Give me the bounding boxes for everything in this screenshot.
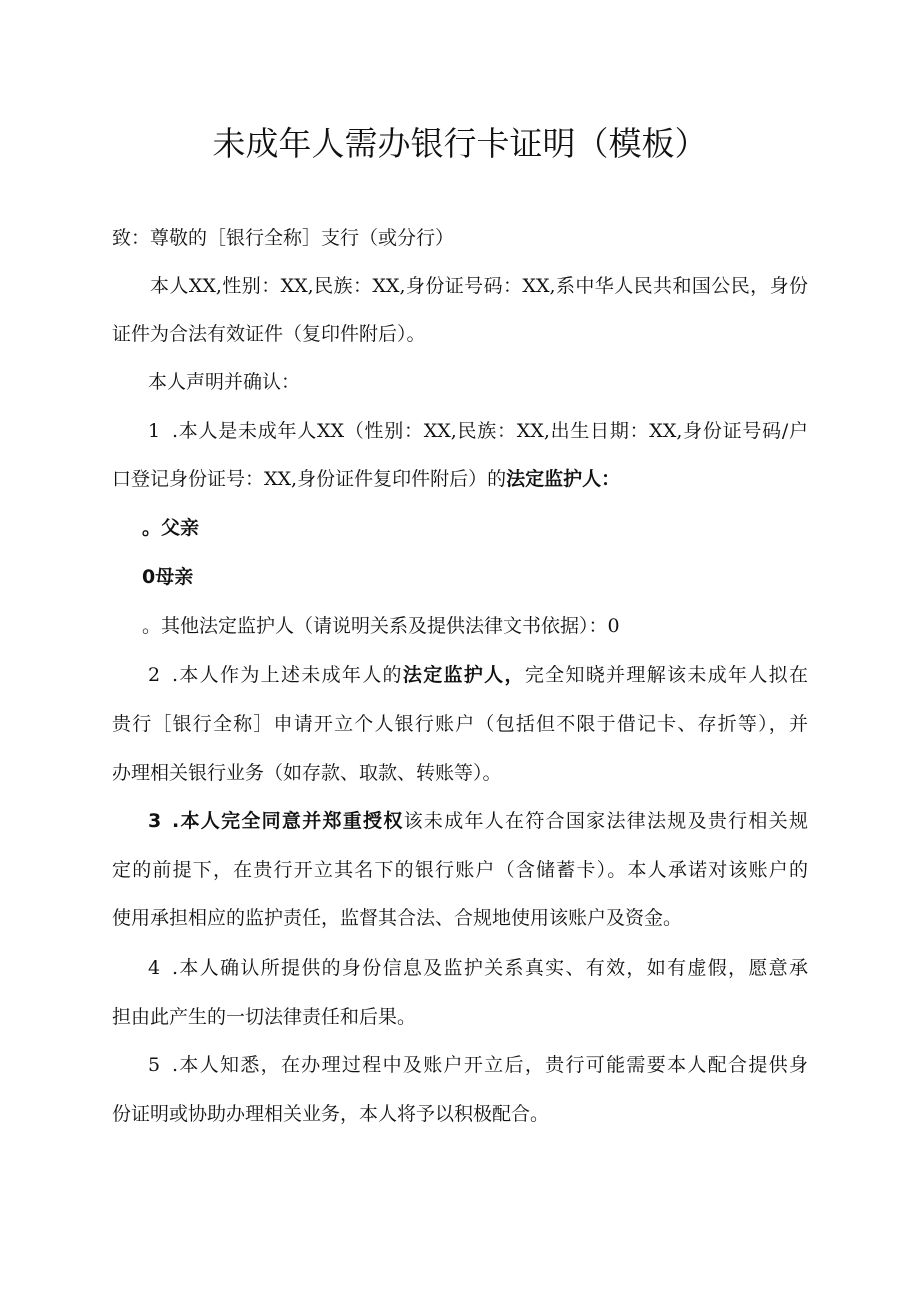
item1-number: 1 xyxy=(148,420,161,442)
item4-line-2: 担由此产生的一切法律责任和后果。 xyxy=(112,1006,417,1028)
intro-line-2: 证件为合法有效证件（复印件附后）。 xyxy=(112,323,426,345)
item5-number: 5 xyxy=(148,1054,161,1076)
item1-line-2 xyxy=(112,466,620,492)
item1-line-2-text: 口登记身份证号：XX,身份证件复印件附后）的 xyxy=(112,468,507,490)
item2-line-1 xyxy=(148,662,808,688)
intro-line-1: 本人XX,性别：XX,民族：XX,身份证号码：XX,系中华人民共和国公民，身份 xyxy=(150,275,808,297)
declare-heading: 本人声明并确认： xyxy=(148,371,301,393)
item1-line-1 xyxy=(148,418,808,444)
item5-line-1 xyxy=(148,1052,808,1078)
item2-text-post: 完全知晓并理解该未成年人拟在 xyxy=(524,664,808,686)
option-other-guardian: 。其他法定监护人（请说明关系及提供法律文书依据）：0 xyxy=(142,615,620,637)
item1-guardian-bold: 法定监护人： xyxy=(506,468,621,490)
option-mother: 0母亲 xyxy=(142,566,194,588)
item2-text-pre: .本人作为上述未成年人的 xyxy=(172,664,403,686)
item3-number: 3 xyxy=(148,810,162,832)
item4-number: 4 xyxy=(148,957,161,979)
item4-text: .本人确认所提供的身份信息及监护关系真实、有效，如有虚假，愿意承 xyxy=(172,957,808,979)
item3-authorize-bold: .本人完全同意并郑重授权 xyxy=(172,810,404,832)
item5-text: .本人知悉，在办理过程中及账户开立后，贵行可能需要本人配合提供身 xyxy=(172,1054,808,1076)
item2-line-2: 贵行［银行全称］申请开立个人银行账户（包括但不限于借记卡、存折等），并 xyxy=(112,713,808,735)
item1-text: .本人是未成年人XX（性别：XX,民族：XX,出生日期：XX,身份证号码/户 xyxy=(172,420,808,442)
item3-text-post: 该未成年人在符合国家法律法规及贵行相关规 xyxy=(403,810,808,832)
item4-line-1 xyxy=(148,955,808,981)
item3-line-2: 定的前提下，在贵行开立其名下的银行账户（含储蓄卡）。本人承诺对该账户的 xyxy=(112,859,808,881)
item3-line-1 xyxy=(148,808,808,834)
item3-line-3: 使用承担相应的监护责任，监督其合法、合规地使用该账户及资金。 xyxy=(112,907,683,929)
item5-line-2: 份证明或协助办理相关业务，本人将予以积极配合。 xyxy=(112,1103,550,1125)
salutation: 致：尊敬的［银行全称］支行（或分行） xyxy=(112,227,455,249)
option-father: 。父亲 xyxy=(142,517,200,539)
page-title: 未成年人需办银行卡证明（模板） xyxy=(212,124,708,163)
item2-line-3: 办理相关银行业务（如存款、取款、转账等）。 xyxy=(112,762,502,784)
item2-number: 2 xyxy=(148,664,161,686)
item2-guardian-bold: 法定监护人， xyxy=(402,664,525,686)
